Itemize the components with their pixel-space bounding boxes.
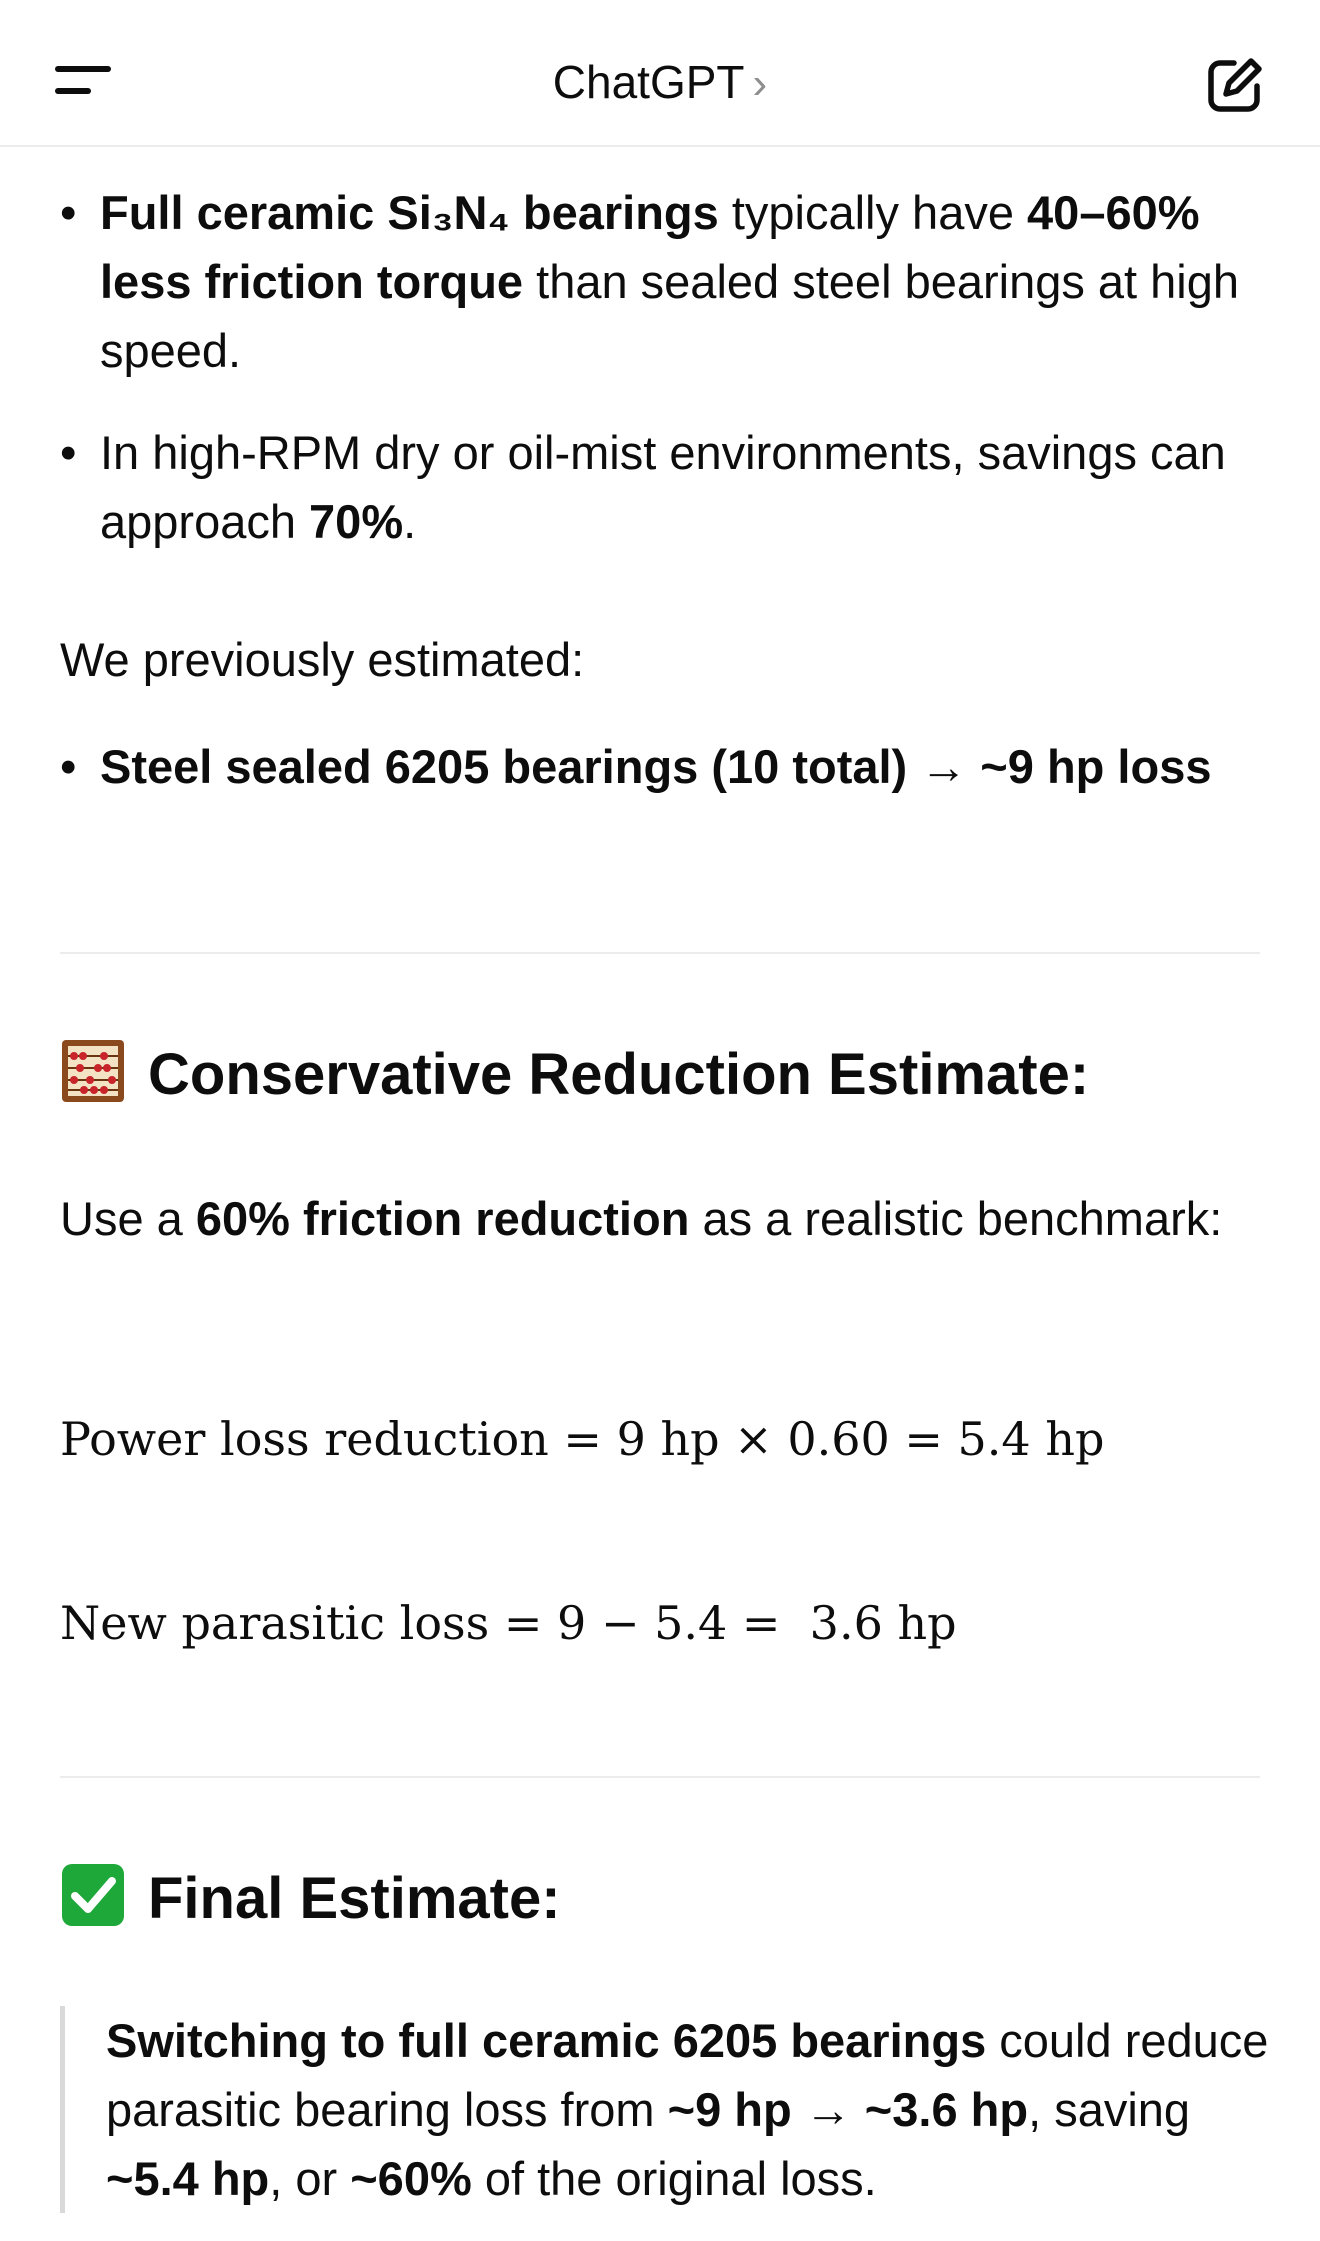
- heading-text: Conservative Reduction Estimate:: [148, 1042, 1090, 1107]
- paragraph: [60, 1184, 1270, 1253]
- equation: New parasitic loss = 9 − 5.4 = 3.6 hp: [60, 1596, 957, 1650]
- divider: [60, 1776, 1260, 1778]
- text: .: [403, 495, 417, 548]
- text: as a realistic benchmark:: [689, 1192, 1223, 1245]
- bold-text: 60% friction reduction: [195, 1192, 690, 1245]
- section-heading: [60, 1859, 1260, 1939]
- text: In high-RPM dry or oil-mist environments, savings can approach: [100, 426, 1226, 548]
- text: Use a: [60, 1192, 196, 1245]
- bold-text: Switching to full ceramic 6205 bearings: [106, 2014, 987, 2067]
- bold-text: Steel sealed 6205 bearings (10 total) → ~9 hp loss: [100, 740, 1212, 793]
- bold-text: 70%: [309, 495, 404, 548]
- section-heading: [60, 1035, 1260, 1115]
- paragraph: We previously estimated:: [60, 633, 585, 686]
- abacus-icon: [60, 1038, 126, 1104]
- text: could reduce parasitic bearing loss from: [106, 2014, 1269, 2136]
- chevron-right-icon: ›: [752, 59, 768, 108]
- bullet-dot: •: [60, 186, 77, 239]
- text: of the original loss.: [471, 2152, 877, 2205]
- check-mark-button-icon: [60, 1862, 126, 1928]
- app-title: ChatGPT: [552, 56, 745, 108]
- bold-text: ~60%: [350, 2152, 472, 2205]
- bullet-dot: •: [60, 426, 77, 479]
- bullet-dot: •: [60, 740, 77, 793]
- divider: [60, 952, 1260, 954]
- bold-text: ~9 hp → ~3.6 hp: [667, 2083, 1029, 2136]
- model-selector[interactable]: [0, 52, 1320, 114]
- text: , saving: [1028, 2083, 1191, 2136]
- text: than sealed steel bearings at high speed.: [100, 255, 1240, 377]
- bold-text: Full ceramic Si₃N₄ bearings: [100, 186, 719, 239]
- bold-text: 40–60% less friction torque: [100, 186, 1200, 308]
- bold-text: ~5.4 hp: [106, 2152, 270, 2205]
- heading-text: Final Estimate:: [148, 1866, 561, 1931]
- text: , or: [269, 2152, 351, 2205]
- equation: Power loss reduction = 9 hp × 0.60 = 5.4 hp: [60, 1412, 1105, 1466]
- blockquote: [60, 2006, 1280, 2213]
- text: typically have: [718, 186, 1028, 239]
- edit-compose-icon[interactable]: [1204, 54, 1266, 116]
- top-bar: [0, 0, 1320, 147]
